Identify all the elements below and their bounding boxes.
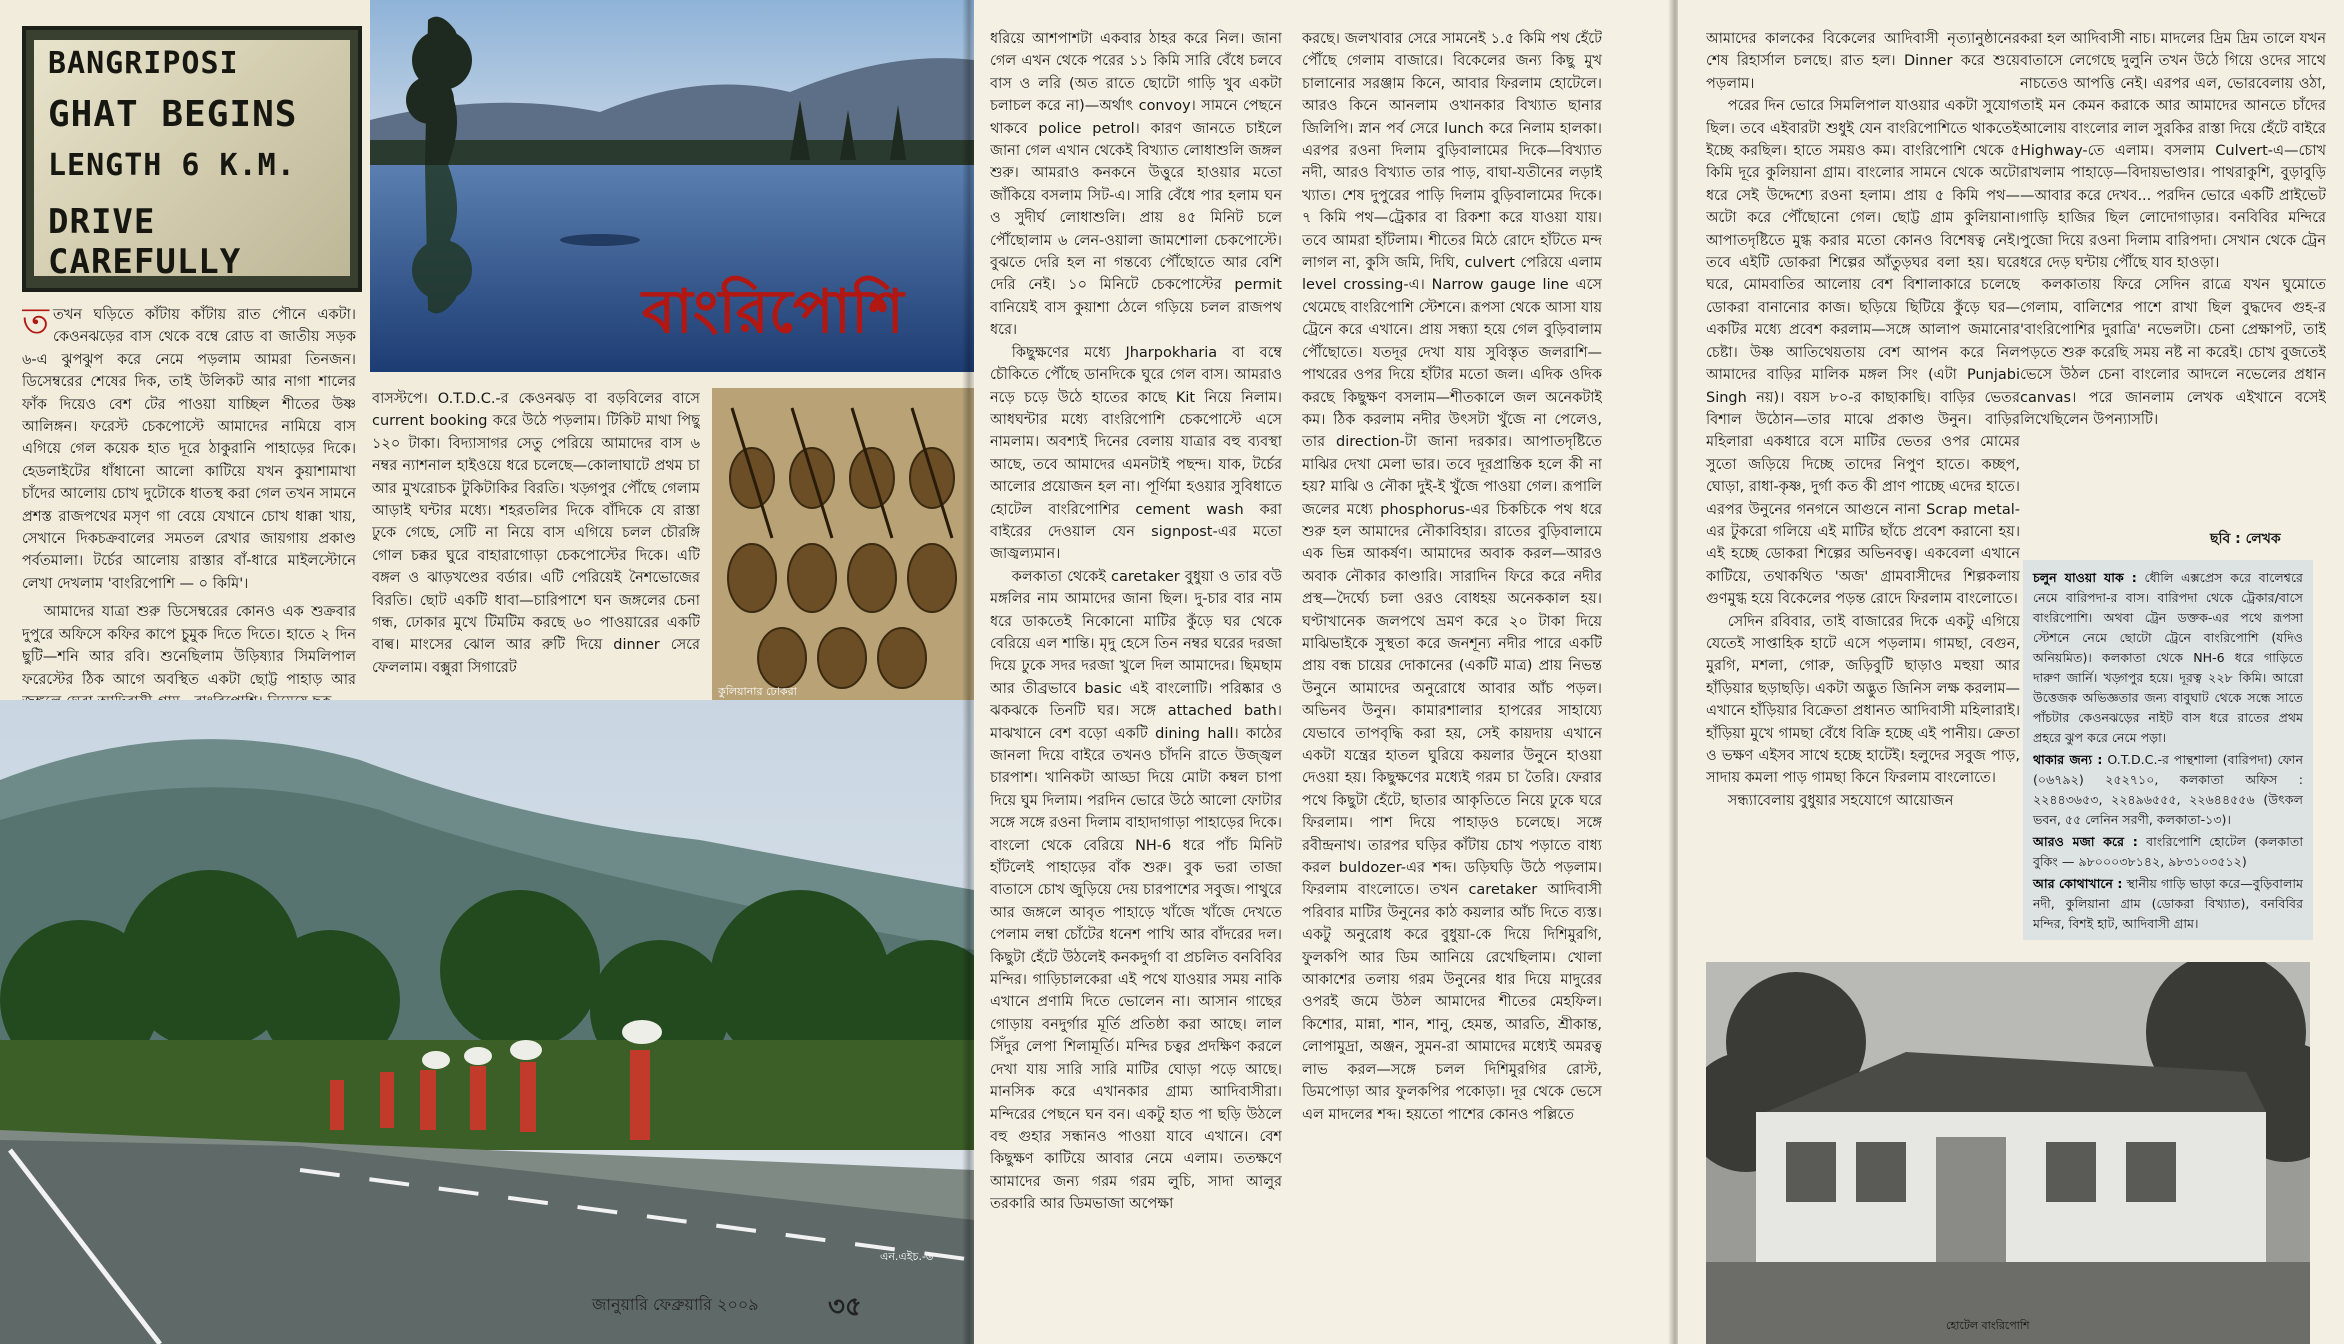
middle-col1-paragraph: কিছুক্ষণের মধ্যে Jharpokharia বা বম্বে চৌকিতে পৌঁছে ডানদিকে ঘুরে গেল বাস। আমরাও নড়ে চড়ে উঠে হাতের কাছে Kit নিয়ে নিলাম। আধঘন্টার মধ্যে বাংরিপোশি চেকপোস্টে এসে নামলাম। অবশ্যই দিনের বেলায় যাত্রার বহু ব্যবস্থা আছে, তবে আমাদের এমনটাই পছন্দ। যাক, টর্চের আলোর প্রয়োজন হল না। পূর্ণিমা হওয়ার সুবিধাতে হোটেল বাংরিপোশির cement wash করা বাইরের দেওয়াল যেন signpost-এর মতো জাজ্বল্যমান। <box>990 344 1282 563</box>
sign-line-1: BANGRIPOSI <box>48 46 239 81</box>
right-col1-paragraph: পরের দিন ভোরে সিমলিপাল যাওয়ার একটা সুযোগ ছিল। তবে এইবারটা শুধুই যেন বাংরিপোশিতে থাকতেই ইচ্ছে করছিল। হাতে সময়ও কম। বাংরিপোশি থেকে ৫ কিমি দূরে কুলিয়ানা গ্রাম। বাংলোর সামনে থেকে অটো ধরে সেই উদ্দেশ্যে রওনা হলাম। প্রায় ৫ কিমি পথ—অটো করে পৌঁছোনো গেল। ছোট্ট গ্রাম কুলিয়ানা। আপাতদৃষ্টিতে মুগ্ধ করার মতো কোনও বিশেষত্ব নেই। তবে এইটি ডোকরা শিল্পের আঁতুড়ঘর বলা হয়। ঘরে ঘরে, মোমবাতির আলোয় বেশ বিশালাকারে চলেছে ডোকরা বানানোর কাজ। ছড়িয়ে ছিটিয়ে কুঁড়ে ঘর—একটির মধ্যে প্রবেশ করলাম—সঙ্গে আলাপ জমানোর চেষ্টা। উষ্ণ আতিথেয়তায় বেশ আপন করে নিল আমাদের বাড়ির মালিক মঙ্গল সিং (এটা Punjabi Singh নয়)। বয়স ৮০-র কাছাকাছি। বাড়ির ভেতর বিশাল উঠোন—তার মাঝে প্রকাণ্ড উনুন। বাড়ির মহিলারা একধারে বসে মাটির ভেতর ওপর মোমের সুতো জড়িয়ে দিচ্ছে তাদের নিপুণ হাতে। কচ্ছপ, ঘোড়া, রাধা-কৃষ্ণ, দুর্গা কত কী প্রাণ পাচ্ছে এদের হাতে। এরপর উনুনের গনগনে আগুনে নানা Scrap metal-এর টুকরো গলিয়ে এই মাটির ছাঁচে প্রবেশ করানো হয়। এই হচ্ছে ডোকরা শিল্পের অভিনবত্ব। একবেলা এখানে কাটিয়ে, তথাকথিত 'অজ' গ্রামবাসীদের শিল্পকলায় গুণমুগ্ধ হয়ে বিকেলের পড়ন্ত রোদে ফিরলাম বাংলোতে। <box>1706 98 2020 608</box>
page-number: ৩৫ <box>828 1292 862 1322</box>
left-text-column-2 <box>372 388 700 746</box>
middle-text-column-1 <box>990 28 1282 1236</box>
middle-text-column-2 <box>1302 28 1602 1236</box>
left-col2-paragraph: বাসস্টপে। O.T.D.C.-র কেওনঝড় বা বড়বিলের বাসে current booking করে উঠে পড়লাম। টিকিট মাথা পিছু ১২০ টাকা। বিদ্যাসাগর সেতু পেরিয়ে আমাদের বাস ৬ নম্বর ন্যাশনাল হাইওয়ে ধরে চলেছে—কোলাঘাটে প্রথম চা আর মুখরোচক টুকিটাকির বিরতি। খড়্গপুর পৌঁছে গেলাম আড়াই ঘন্টার মধ্যে। শহরতলির দিকে বাঁদিকে যে রাস্তা ঢুকে গেছে, সেটি না নিয়ে বাস এগিয়ে চলল চৌরঙ্গি গোল চক্কর ঘুরে বাহারাগোড়া চেকপোস্টের দিকে। এটি বঙ্গল ও ঝাড়খণ্ডের বর্ডার। এটি পেরিয়েই নৈশভোজের বিরতি। ছোট একটি ধাবা—চারিপাশে ঘন জঙ্গলের চেনা গন্ধ, ঢোকার মুখে টিমটিম করছে ৬০ পাওয়ারের একটি বাল্ব। মাংসের ঝোল আর রুটি দিয়ে dinner সেরে ফেললাম। বক্সুরা সিগারেট <box>372 391 700 676</box>
info-else-text: স্থানীয় গাড়ি ভাড়া করে—বুড়িবালাম নদী, কুলিয়ানা গ্রাম (ডোকরা বিখ্যাত), বনবিবির মন্দির, বিশই হাট, আদিবাসী গ্রাম। <box>2033 876 2303 931</box>
left-page <box>0 0 974 1344</box>
middle-page <box>974 0 1678 1344</box>
info-how <box>2033 568 2303 748</box>
middle-col1-paragraph: ধরিয়ে আশপাশটা একবার ঠাহর করে নিল। জানা গেল এখন থেকে পরের ১১ কিমি সারি বেঁধে চলবে বাস ও লরি (অত রাতে ছোটো গাড়ি খুব একটা চলাচল করে না)—অর্থাৎ convoy। সামনে পেছনে থাকবে police petrol। কারণ জানতে চাইলে জানা গেল এখান থেকেই বিখ্যাত লোধাশুলি জঙ্গল শুরু। আমরাও কনকনে উত্তুরে হাওয়ার মতো জাঁকিয়ে বসলাম সিট-এ। সারি বেঁধে পার হলাম ঘন ও সুদীর্ঘ লোধাশুলি। প্রায় ৪৫ মিনিট চলে পৌঁছোলাম ৬ লেন-ওয়ালা জামশোলা চেকপোস্টে। বুঝতে দেরি হল না গন্তব্যে পৌঁছোতে আর বেশি দেরি নেই। ১০ মিনিটে চেকপোস্টের permit বানিয়েই বাস কুয়াশা ঠেলে গড়িয়ে চলল রাজপথ ধরে। <box>990 31 1282 339</box>
info-more-label: আরও মজা করে : <box>2033 834 2138 849</box>
right-col1-paragraph: সেদিন রবিবার, তাই বাজারের দিকে একটু এগিয়ে যেতেই সাপ্তাহিক হাটে এসে পড়লাম। গামছা, বেগুন, মুরগি, মশলা, গোরু, জড়িবুটি ছাড়াও মহুয়া আর হাঁড়িয়ার ছড়াছড়ি। একটা অদ্ভুত জিনিস লক্ষ করলাম—এখানে হাঁড়িয়ার বিক্রেতা প্রধানত আদিবাসী মহিলারাই। হাঁড়িয়া মুখে গামছা বেঁধে বিক্রি হচ্ছে এই পানীয়। ক্রেতা ও ভক্ষণ এইসব সাথে হচ্ছে হাটেই। হলুদের সবুজ পাড়, সাদায় কমলা পাড় গামছা কিনে ফিরলাম বাংলোতে। <box>1706 613 2020 787</box>
hotel-photo <box>1706 962 2310 1344</box>
article-title: বাংরিপোশি <box>642 277 904 347</box>
info-stay-label: থাকার জন্য : <box>2033 752 2103 767</box>
middle-col1-paragraph: কলকাতা থেকেই caretaker বুধুয়া ও তার বউ মঙ্গলির নাম আমাদের জানা ছিল। দু-চার বার নাম ধরে ডাকতেই নিকোনো মাটির কুঁড়ে ঘর থেকে বেরিয়ে এল শান্তি। মৃদু হেসে তিন নম্বর ঘরের দরজা দিয়ে ঢুকে সদর দরজা খুলে দিল আমাদের। ছিমছাম আর তীব্রভাবে basic এই বাংলোটি। পরিষ্কার ও ঝকঝকে তিনটি ঘর। সঙ্গে attached bath। মাঝখানে বেশ বড়ো একটি dining hall। কাঠের জানলা দিয়ে বাইরে তখনও চাঁদনি রাতে উজ্জ্বল চারপাশ। খানিকটা আড্ডা দিয়ে মোটা কম্বল চাপা দিয়ে ঘুম দিলাম। পরদিন ভোরে উঠে আলো ফোটার সঙ্গে সঙ্গে রওনা দিলাম বাহাদাগাড়া পাহাড়ের দিকে। বাংলো থেকে বেরিয়ে NH-6 ধরে পাঁচ মিনিট হাঁটলেই পাহাড়ের বাঁক শুরু। বুক ভরা তাজা বাতাসে চোখ জুড়িয়ে দেয় চারপাশের সবুজ। পাথুরে আর জঙ্গলে আবৃত পাহাড়ে খাঁজে খাঁজে দেখতে পেলাম লম্বা চোঁটের ধনেশ পাখি আর বাঁদরের দল। কিছুটা হেঁটে উঠলেই কনকদুর্গা বা প্রচলিত বনবিবির মন্দির। গাড়িচালকেরা এই পথে যাওয়ার সময় নাকি এখানে প্রণামি দিতে ভোলেন না। আসান গাছের গোড়ায় বনদুর্গার মূর্তি প্রতিষ্ঠা করা আছে। লাল সিঁদুর লেপা শিলামূর্তি। মন্দির চত্বর প্রদক্ষিণ করলে দেখা যায় সারি সারি মাটির ঘোড়া পড়ে আছে। মানসিক করে এখানকার গ্রাম্য আদিবাসীরা। মন্দিরের পেছনে ঘন বন। একটু হাত পা ছড়ি উঠলে বহু গুহার সন্ধানও পাওয়া যাবে এখানে। বেশ কিছুক্ষণ কাটিয়ে আবার নেমে এলাম। ততক্ষণে আমাদের জন্য গরম গরম লুচি, সাদা আলুর তরকারি আর ডিমভাজা অপেক্ষা <box>990 568 1282 1213</box>
travel-info-box <box>2023 560 2313 940</box>
info-stay <box>2033 750 2303 830</box>
right-col2-paragraph: কলকাতায় ফিরে সেদিন রাত্রে যখন ঘুমোতে গেলাম, বালিশের পাশে রাখা ছিল বুদ্ধদেব গুহ-র 'বাংরিপোশির দুরাত্রি' নভেলটা। চেনা প্রেক্ষাপট, তাই পড়তে শুরু করেছি সময় নষ্ট না করেই। চোখ বুজতেই ভেসে উঠল চেনা বাংলোর আদলে নভেলের প্রধান canvas। পরে জানলাম লেখক এইখানে বসেই লিখেছিলেন উপন্যাসটি। <box>2020 277 2326 428</box>
sign-line-2: GHAT BEGINS <box>48 94 298 135</box>
right-text-column-1 <box>1706 28 2020 950</box>
right-text-column-2 <box>2020 28 2326 518</box>
highway-caption: এন.এইচ.-৬ <box>880 1250 934 1263</box>
sign-line-4: DRIVE CAREFULLY <box>48 202 242 282</box>
info-more <box>2033 832 2303 872</box>
hotel-caption: হোটেল বাংরিপোশি <box>1946 1319 2030 1332</box>
info-how-text: ধৌলি এক্সপ্রেস করে বালেশ্বরে নেমে বারিপদা-র বাস। বারিপদা থেকে ট্রেকার/বাসে বাংরিপোশি। অথবা ট্রেন ডক্তক-এর পথে রূপসা স্টেশনে নেমে ছোটো ট্রেনে বাংরিপোশি (যদিও অনিয়মিত)। কলকাতা থেকে NH-6 ধরে গাড়িতে দারুণ জার্নি। খড়্গপুর হয়ে। দূরত্ব ২২৮ কিমি। আরো উত্তেজক অভিজ্ঞতার জন্য বাবুঘাট থেকে সন্ধে সাতে পাঁচটার কেওনঝড়ের নাইট বাস ধরে রাতের প্রথম প্রহরে ঝুপ করে নেমে পড়া। <box>2033 570 2303 745</box>
info-stay-text: O.T.D.C.-র পান্থশালা (বারিপদা) ফোন (০৬৭৯২) ২৫২৭১০, কলকাতা অফিস : ২২৪৪৩৬৫৩, ২২৪৯৬৫৫৫, ২২৬৪৪৫৫৬ (উৎকল ভবন, ৫৫ লেনিন সরণী, কলকাতা-১৩)। <box>2033 752 2303 827</box>
info-else-label: আর কোথাখানে : <box>2033 876 2123 891</box>
highway-photo <box>0 700 974 1344</box>
sign-line-3: LENGTH 6 K.M. <box>48 148 296 183</box>
photo-credit: ছবি : লেখক <box>2210 531 2281 547</box>
left-col1-paragraph: তখন ঘড়িতে কাঁটায় কাঁটায় রাত পৌনে একটা। কেওনঝড়ের বাস থেকে বম্বে রোড বা জাতীয় সড়ক ৬-এ ঝুপঝুপ করে নেমে পড়লাম আমরা তিনজন। ডিসেম্বরের শেষের দিক, তাই উলিকট আর নাগা শালের ফাঁক দিয়েও বেশ টের পাওয়া যাচ্ছিল শীতের উষ্ণ আলিঙ্গন। ফরেস্ট চেকপোস্টে আমাদের নামিয়ে বাস এগিয়ে গেল কয়েক হাত দূরে ঠাকুরানি পাহাড়ের দিকে। হেডলাইটের ধাঁধানো আলো কাটিয়ে যখন কুয়াশামাখা চাঁদের আলোয় চোখ দুটোকে ধাতস্থ করা গেল তখন সামনে প্রশস্ত রাজপথের মসৃণ গা বেয়ে যেখানে চোখ ধাক্কা খায়, সেখানে দিকচক্রবালের সমতল রেখার জায়গায় প্রকাণ্ড পর্বতমালা। টর্চের আলোয় রাস্তার বাঁ-ধারে মাইলস্টোনে লেখা দেখলাম 'বাংরিপোশি — ০ কিমি'। <box>22 307 356 592</box>
right-col2-paragraph: করা হল আদিবাসী নাচ। মাদলের দ্রিম দ্রিম তালে যখন বাতাসে লেগেছে দুলুনি তখন উঠে গিয়ে ওদের সাথে নাচতেও আপত্তি নেই। এরপর এল, ভোরবেলায় ওঠা, তাই মন কেমন করাকে আর আমাদের আনতে চাঁদের আলোয় বাংলোর লাল সুরকির রাস্তা দিয়ে হেঁটে বাইরে Highway-তে এলাম। বসলাম Culvert-এ—চোখ রাখলাম পাহাড়ে—বিদায়ভাণ্ডার। পাথরাকুশি, বুড়াবুড়ি—আবার করে দেখব... পরদিন ভোরে একটি প্রাইভেট গাড়ি হাজির ছিল লোদোগাড়ার। বনবিবির মন্দিরে পুজো দিয়ে রওনা দিলাম বারিপদা। সেখান থেকে ট্রেন ধরে দেড় ঘন্টায় পৌঁছে যাব হাওড়া। <box>2020 31 2326 272</box>
dokra-craft-photo <box>712 388 974 706</box>
right-col1-paragraph: আমাদের কালকের বিকেলের আদিবাসী নৃত্যানুষ্ঠানের শেষ রিহার্সাল চলছে। রাত হল। Dinner করে শুয়ে পড়লাম। <box>1706 31 2020 92</box>
bangriposi-sign-photo <box>22 26 362 292</box>
middle-col2-paragraph: করছে। জলখাবার সেরে সামনেই ১.৫ কিমি পথ হেঁটে পৌঁছে গেলাম বাজারে। বিকেলের জন্য কিছু মুখ চালানোর সরঞ্জাম কিনে, আবার ফিরলাম হোটেলে। আরও কিনে আনলাম ওখানকার বিখ্যাত ছানার জিলিপি। স্নান পর্ব সেরে lunch করে নিলাম হালকা। এরপর রওনা দিলাম বুড়িবালামের দিকে—বিখ্যাত নদী, আরও বিখ্যাত তার পাড়, বাঘা-যতীনের লড়াই খ্যাত। শেষ দুপুরের পাড়ি দিলাম বুড়িবালামের দিকে। ৭ কিমি পথ—ট্রেকার বা রিকশা করে যাওয়া যায়। তবে আমরা হাঁটলাম। শীতের মিঠে রোদে হাঁটতে মন্দ লাগল না, কুসি জমি, দিঘি, culvert পেরিয়ে এলাম level crossing-এ। Narrow gauge line এসে থেমেছে বাংরিপোশি স্টেশনে। রূপসা থেকে আসা যায় ট্রেনে করে এখানে। প্রায় সন্ধ্যা হয়ে গেল বুড়িবালাম পৌঁছোতে। যতদূর দেখা যায় সুবিস্তৃত জলরাশি—পাথরের ওপর দিয়ে হাঁটার মতো জল। এদিক ওদিক করছে কিছুক্ষণ বসলাম—শীতকালে জল অনেকটাই কম। ঠিক করলাম নদীর উৎসটা খুঁজে না পেলেও, তার direction-টা জানা দরকার। আপাতদৃষ্টিতে মাঝির দেখা মেলা ভার। তবে দূরপ্রান্তিক হলে কী না হয়? মাঝি ও নৌকা দুই-ই খুঁজে পাওয়া গেল। রূপালি জলের মধ্যে phosphorus-এর চিকচিকে পথ ধরে শুরু হল আমাদের নৌকাবিহার। রাতের বুড়িবালামে এক ভিন্ন আকর্ষণ। আমাদের অবাক করল—আরও অবাক নৌকার কাণ্ডারি। সারাদিন ফিরে করে নদীর প্রস্থ—দৈর্ঘ্যে চলা ওরও বোধহয় অনেককাল হয়। ঘণ্টাখানেক জলপথে ভ্রমণ করে ২০ টাকা দিয়ে মাঝিভাইকে সুস্থতা করে জনশূন্য নদীর পারে একটি প্রায় বন্ধ চায়ের দোকানের (একটি মাত্র) প্রায় নিভন্ত উনুনে আমাদের অনুরোধে আবার আঁচ পড়ল। অভিনব উনুন। কামারশালার হাপরের সাহায্যে যেভাবে তাপবৃদ্ধি করা হয়, সেই কায়দায় এখানে একটা যন্ত্রের হাতল ঘুরিয়ে কয়লার উনুনে হাওয়া দেওয়া হয়। কিছুক্ষণের মধ্যেই গরম চা তৈরি। ফেরার পথে কিছুটা হেঁটে, ছাতার আকৃতিতে নিয়ে ঢুকে ঘরে ফিরলাম। পাশ দিয়ে পাহাড়ও চলেছে। সঙ্গে রবীন্দ্রনাথ। তারপর ঘড়ির কাঁটায় চোখ পড়াতে বাধ্য করল buldozer-এর শব্দ। ডড়িঘড়ি উঠে পড়লাম। ফিরলাম বাংলোতে। তখন caretaker আদিবাসী পরিবার মাটির উনুনের কাঠ কয়লার আঁচ দিতে ব্যস্ত। একটু অনুরোধ করে বুধুয়া-কে দিয়ে দিশিমুরগি, ফুলকপি আর ডিম আনিয়ে রেখেছিলাম। খোলা আকাশের তলায় গরম উনুনের ধার দিয়ে মাদুরের ওপরই জমে উঠল আমাদের শীতের মেহফিল। কিশোর, মান্না, শান, শানু, হেমন্ত, আরতি, শ্রীকান্ত, লোপামুদ্রা, অঞ্জন, সুমন-রা আমাদের মধ্যেই অমরত্ব লাভ করল—সঙ্গে চলল দিশিমুরগির রোস্ট, ডিমপোড়া আর ফুলকপির পকোড়া। দূর থেকে ভেসে এল মাদলের শব্দ। হয়তো পাশের কোনও পল্লিতে <box>1302 31 1602 1123</box>
left-col1-paragraph: আমাদের যাত্রা শুরু ডিসেম্বরের কোনও এক শুক্রবার দুপুরে অফিসে কফির কাপে চুমুক দিতে দিতে। হাতে ২ দিন ছুটি—শনি আর রবি। শুনেছিলাম উড়িষ্যার সিমলিপাল ফরেস্টের ঠিক আগে অবস্থিত একটা ছোট্ট পাহাড় আর <box>22 604 356 688</box>
info-how-label: চলুন যাওয়া যাক : <box>2033 570 2137 585</box>
drop-cap: ত <box>22 304 50 342</box>
right-col1-paragraph: সন্ধ্যাবেলায় বুধুয়ার সহযোগে আয়োজন <box>1727 792 1954 809</box>
issue-date-footer: জানুয়ারি ফেব্রুয়ারি ২০০৯ <box>592 1295 759 1314</box>
info-else <box>2033 874 2303 934</box>
info-more-text: বাংরিপোশি হোটেল (কলকাতা বুকিং — ৯৮০০০৩৮১৪২, ৯৮৩১০৩৫১২) <box>2033 834 2303 869</box>
dokra-caption: কুলিয়ানার ঢোকরা <box>718 685 797 698</box>
